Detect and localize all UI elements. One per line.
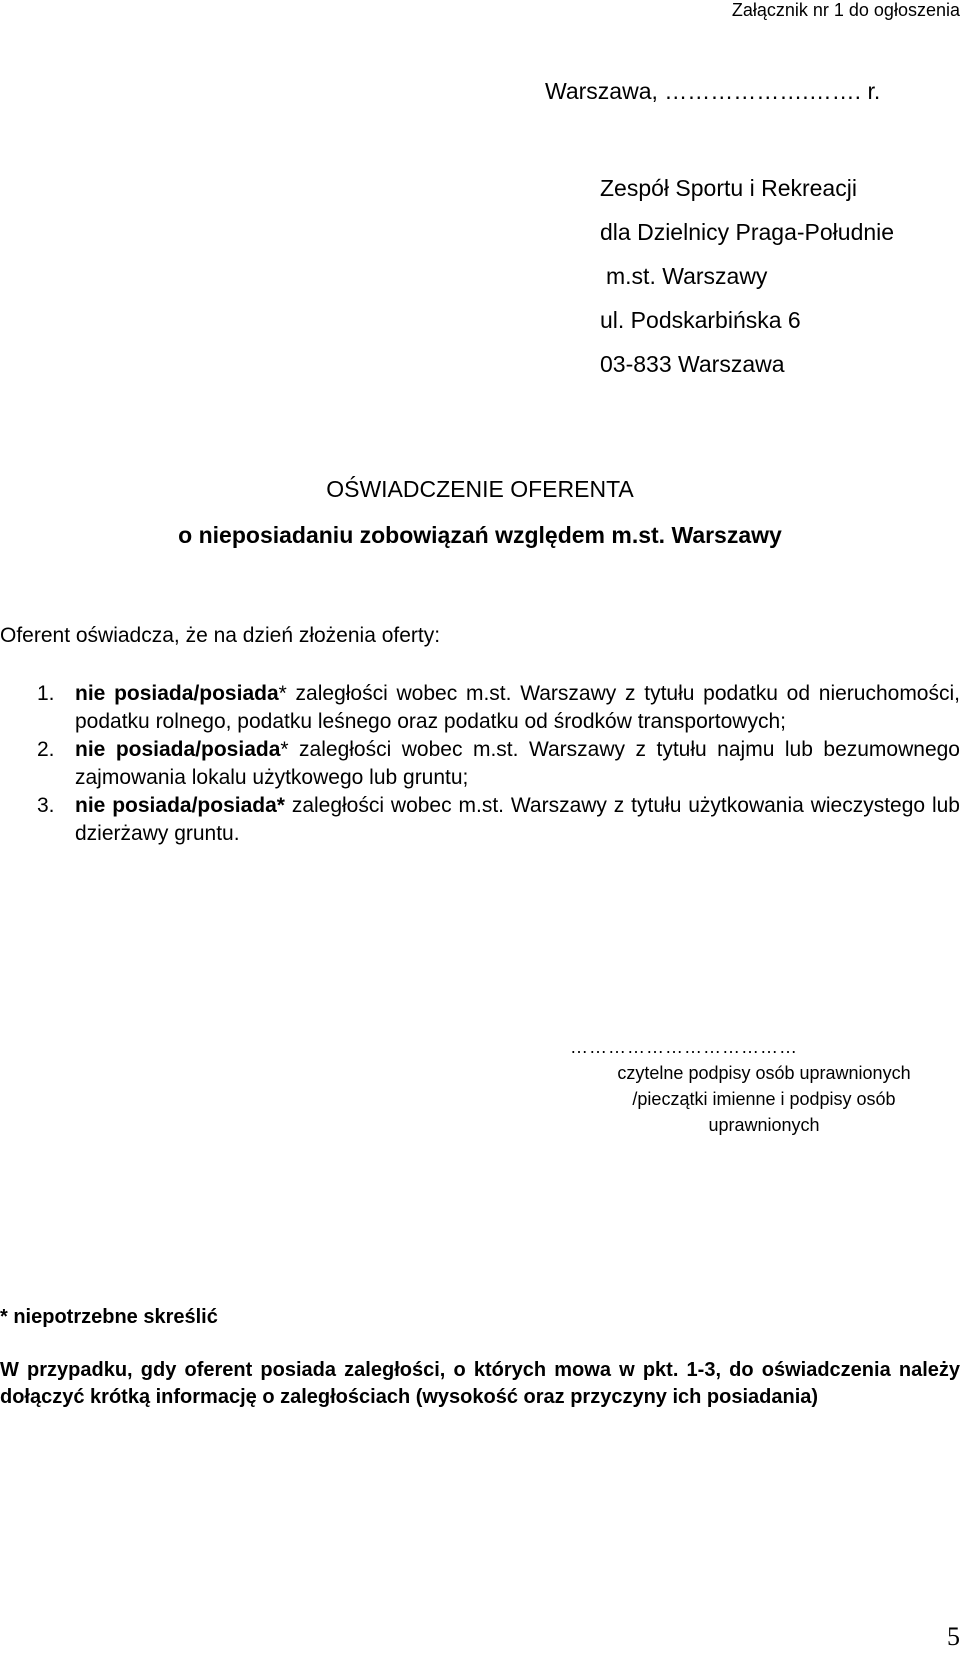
signature-caption: czytelne podpisy osób uprawnionych (617, 1063, 911, 1083)
addressee-line: ul. Podskarbińska 6 (600, 307, 801, 333)
date-line: Warszawa, ……………….……. r. (545, 78, 881, 104)
item-number: 3. (37, 794, 55, 817)
item-number: 1. (37, 682, 55, 705)
addressee-block (600, 166, 894, 386)
addressee-line: m.st. Warszawy (606, 263, 768, 289)
note-paragraph: W przypadku, gdy oferent posiada zaległości, o których mowa w pkt. 1-3, do oświadczenia należy dołączyć krótką informację o zaległościach (wysokość oraz przyczyny ich posiadania) (0, 1359, 960, 1408)
signature-dots: ……………………………… (570, 1037, 798, 1057)
list-item (0, 680, 960, 736)
addressee-line: dla Dzielnicy Praga-Południe (600, 219, 895, 245)
item-bold-text: nie posiada/posiada (75, 738, 281, 761)
intro-text: Oferent oświadcza, że na dzień złożenia oferty: (0, 624, 441, 647)
document-title: OŚWIADCZENIE OFERENTA (326, 476, 634, 502)
page-number: 5 (947, 1622, 960, 1651)
item-bold-text: nie posiada/posiada (75, 682, 279, 705)
addressee-line: 03-833 Warszawa (600, 351, 785, 377)
item-number: 2. (37, 738, 55, 761)
item-bold-text: nie posiada/posiada* (75, 794, 285, 817)
addressee-line: Zespół Sportu i Rekreacji (600, 175, 857, 201)
signature-block (568, 1034, 960, 1138)
item-text: * zaległości wobec m.st. Warszawy z tytułu podatku od nieruchomości, podatku rolnego, podatku leśnego oraz podatku od środków transportowych; (75, 682, 960, 733)
footnote: * niepotrzebne skreślić (0, 1306, 218, 1328)
list-item (0, 736, 960, 792)
signature-caption: /pieczątki imienne i podpisy osób (632, 1089, 896, 1109)
list-item (0, 792, 960, 848)
item-text: * zaległości wobec m.st. Warszawy z tytułu najmu lub bezumownego zajmowania lokalu użytkowego lub gruntu; (75, 738, 960, 789)
signature-caption: uprawnionych (708, 1115, 820, 1135)
annex-label: Załącznik nr 1 do ogłoszenia (731, 0, 960, 20)
declaration-list (0, 680, 960, 848)
document-subtitle: o nieposiadaniu zobowiązań względem m.st. Warszawy (178, 522, 782, 548)
item-text: zaległości wobec m.st. Warszawy z tytułu użytkowania wieczystego lub dzierżawy gruntu. (75, 794, 960, 845)
